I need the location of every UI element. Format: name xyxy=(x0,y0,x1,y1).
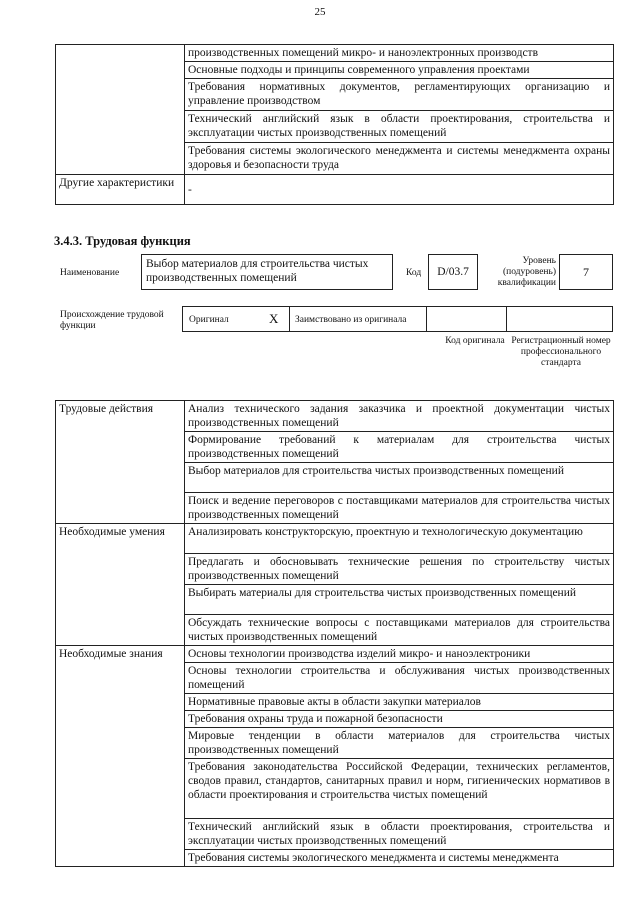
original-label: Оригинал xyxy=(189,315,229,325)
section-title: 3.4.3. Трудовая функция xyxy=(54,234,191,248)
table-row: Основы технологии производства изделий микро- и наноэлектроники xyxy=(185,646,614,663)
top-table-empty-label xyxy=(56,45,185,175)
origin-divider xyxy=(506,306,507,332)
table-row: Выбор материалов для строительства чистых производственных помещений xyxy=(185,463,614,493)
other-characteristics-value: - xyxy=(185,175,614,205)
name-box xyxy=(141,254,393,290)
page-number: 25 xyxy=(314,6,326,18)
reg-number-label: Регистрационный номер профессионального стандарта xyxy=(511,336,611,368)
other-characteristics-label: Другие характеристики xyxy=(56,175,185,205)
original-mark: X xyxy=(269,311,279,326)
labor-actions-label: Трудовые действия xyxy=(56,401,185,524)
table-row: Обсуждать технические вопросы с поставщиками материалов для строительства чистых производственных помещений xyxy=(185,615,614,646)
code-value: D/03.7 xyxy=(428,254,478,290)
name-label: Наименование xyxy=(60,268,120,278)
table-row: Основы технологии строительства и обслуживания чистых производственных помещений xyxy=(185,663,614,694)
table-row: Анализ технического задания заказчика и проектной документации чистых производственных помещений xyxy=(185,401,614,432)
borrowed-label: Заимствовано из оригинала xyxy=(295,315,407,325)
origin-divider xyxy=(289,306,290,332)
code-original-label: Код оригинала xyxy=(445,336,505,346)
code-label: Код xyxy=(406,268,422,278)
table-row: Требования законодательства Российской Федерации, технических регламентов, сводов правил, стандартов, санитарных правил и норм, гигиенических нормативов в области проектирования и строительства чистых помещений xyxy=(185,759,614,819)
top-table-row: производственных помещений микро- и наноэлектронных производств xyxy=(185,45,614,62)
level-label: Уровень (подуровень) квалификации xyxy=(497,256,556,288)
table-row: Поиск и ведение переговоров с поставщиками материалов для строительства чистых производственных помещений xyxy=(185,493,614,524)
top-table-row: Требования нормативных документов, регламентирующих организацию и управление производством xyxy=(185,79,614,111)
origin-divider xyxy=(426,306,427,332)
table-row: Выбирать материалы для строительства чистых производственных помещений xyxy=(185,585,614,615)
required-knowledge-label: Необходимые знания xyxy=(56,646,185,867)
top-table-row: Основные подходы и принципы современного управления проектами xyxy=(185,62,614,79)
origin-box xyxy=(182,306,613,332)
main-table xyxy=(55,400,614,867)
top-table-row: Технический английский язык в области проектирования, строительства и эксплуатации чистых производственных помещений xyxy=(185,111,614,143)
table-row: Формирование требований к материалам для строительства чистых производственных помещений xyxy=(185,432,614,463)
table-row: Мировые тенденции в области материалов для строительства чистых производственных помещений xyxy=(185,728,614,759)
table-row: Предлагать и обосновывать технические решения по строительству чистых производственных помещений xyxy=(185,554,614,585)
name-value: Выбор материалов для строительства чистых производственных помещений xyxy=(146,258,369,284)
required-skills-label: Необходимые умения xyxy=(56,524,185,646)
table-row: Анализировать конструкторскую, проектную и технологическую документацию xyxy=(185,524,614,554)
table-row: Требования охраны труда и пожарной безопасности xyxy=(185,711,614,728)
level-value: 7 xyxy=(559,254,613,290)
top-table-row: Требования системы экологического менеджмента и системы менеджмента охраны здоровья и безопасности труда xyxy=(185,143,614,175)
table-row: Требования системы экологического менеджмента и системы менеджмента xyxy=(185,850,614,867)
origin-label: Происхождение трудовой функции xyxy=(60,310,164,331)
table-row: Нормативные правовые акты в области закупки материалов xyxy=(185,694,614,711)
table-row: Технический английский язык в области проектирования, строительства и эксплуатации чистых производственных помещений xyxy=(185,819,614,850)
top-table xyxy=(55,44,614,205)
